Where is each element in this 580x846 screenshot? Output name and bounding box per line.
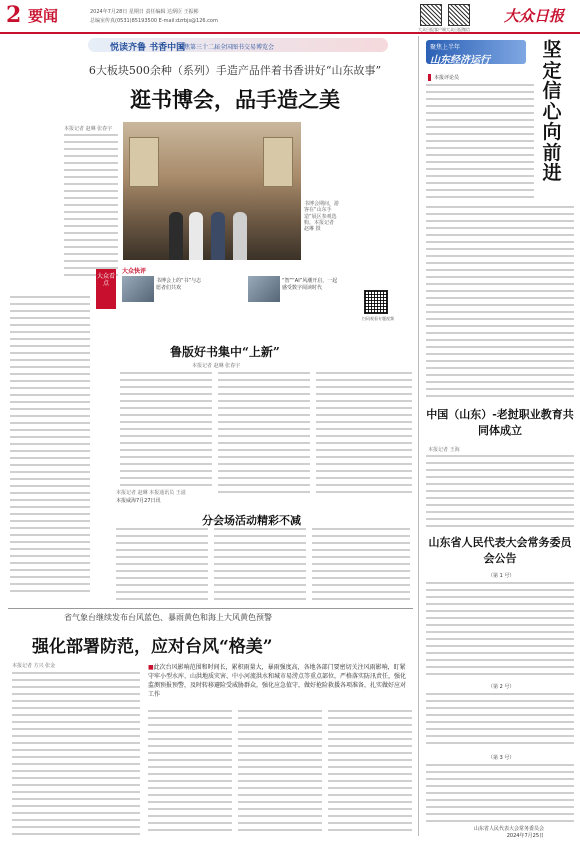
dadao-item[interactable]: “智”“AI”风潮开启，一起感受数字阅读时代 (282, 278, 338, 291)
wechat-qr-caption: 大众日报微信 (446, 27, 470, 32)
section-rule (8, 608, 413, 609)
dadao-item[interactable]: 书博会上的“书”与志愿者们共欢 (156, 278, 202, 291)
commentary-body-b (426, 206, 574, 402)
notice-number: （第 2 号） (488, 684, 515, 690)
app-qr-code[interactable] (420, 4, 442, 26)
commentary-body-a (426, 84, 534, 204)
photo-figure (169, 212, 183, 260)
banner-subtitle: 聚焦第三十二届全国图书交易博览会 (178, 44, 275, 51)
lead-marker: ■ (148, 664, 154, 671)
second-body-col1 (120, 372, 212, 490)
section-title: 要闻 (28, 7, 59, 25)
commentary-headline[interactable]: 坚定信心向前进 (542, 39, 562, 185)
lead-byline: 本报记者 赵琳 张春宇 (64, 126, 113, 132)
notice-date: 2024年7月25日 (506, 832, 545, 839)
economy-banner[interactable] (426, 40, 526, 64)
notice-body-1 (426, 582, 574, 678)
typhoon-kicker: 省气象台继续发布台风蓝色、暴雨黄色和海上大风黄色预警 (64, 613, 272, 622)
video-qr-caption: 扫码观看专题视频 (362, 316, 394, 321)
lead-headline[interactable]: 逛书博会，品手造之美 (130, 87, 340, 112)
typhoon-byline: 本报记者 方兴 张金 (12, 663, 56, 669)
notice-headline[interactable]: 山东省人民代表大会常务委员会公告 (428, 536, 572, 565)
third-headline[interactable]: 分会场活动精彩不减 (202, 514, 301, 527)
laos-byline: 本报记者 王海 (428, 447, 460, 453)
notice-body-3 (426, 764, 574, 822)
page-number: 2 (6, 2, 22, 28)
second-body-col2 (218, 372, 310, 502)
lead-photo[interactable] (123, 122, 301, 260)
newspaper-logo: 大众日报 (503, 7, 564, 25)
column-divider (418, 36, 419, 836)
banner-title: 悦读齐鲁 书香中国 (110, 43, 186, 53)
third-body-col1 (116, 528, 208, 604)
photo-shelf (129, 137, 159, 187)
third-byline: 本报记者 赵琳 本报通讯员 王滋 (116, 490, 186, 496)
notice-body-2 (426, 693, 574, 747)
typhoon-body-col4 (328, 710, 412, 840)
video-qr-code[interactable] (364, 290, 388, 314)
laos-body (426, 455, 574, 531)
typhoon-body-col2 (148, 710, 232, 840)
economy-banner-title: 山东经济运行 (430, 55, 490, 66)
notice-footer (474, 826, 544, 839)
contact-meta: 总编室传真(0531)85193500 E-mail:dzrbjs@126.com (90, 18, 218, 24)
third-body-col3 (312, 528, 410, 604)
typhoon-headline[interactable]: 强化部署防范，应对台风“格美” (32, 637, 273, 657)
typhoon-lead (148, 663, 410, 699)
notice-issuer: 山东省人民代表大会常务委员会 (474, 826, 545, 832)
economy-banner-small: 聚焦上半年 (430, 44, 461, 51)
second-body-col3 (316, 372, 412, 502)
laos-headline[interactable]: 中国（山东）-老挝职业教育共同体成立 (426, 408, 574, 437)
notice-number: （第 1 号） (488, 573, 515, 579)
third-body-col2 (214, 528, 306, 604)
typhoon-lead-text: 此次台风影响范围和时间长，累积雨量大，暴雨强度高，各地各部门要密切关注风雨影响，盯紧守牢小型水库、山洪地质灾害、中小河流洪水和城市易涝点等重点部位，严格落实防汛责任，强化监测预报预警，及时转移避险受威胁群众，强化应急值守，做好抢险救援各项准备，扎实做好应对工作 (148, 664, 407, 698)
lead-body-col1 (64, 134, 118, 284)
issue-meta: 2024年7月28日 星期日 责任编辑 达炳臣 王振彬 (90, 9, 199, 15)
photo-caption: 书博会期间，游客在“山东手造”展区参观选购。本报记者 赵琳 摄 (304, 201, 340, 232)
lead-kicker: 6大板块500余种（系列）手造产品伴着书香讲好“山东故事” (88, 64, 382, 77)
typhoon-body-col1 (12, 672, 140, 840)
second-byline: 本报记者 赵琳 张春宇 (192, 363, 241, 369)
third-dateline: 本报威海7月27日讯 (116, 498, 161, 504)
wechat-qr-code[interactable] (448, 4, 470, 26)
photo-figure (189, 212, 203, 260)
photo-shelf (263, 137, 293, 187)
dadao-thumbnail[interactable] (248, 276, 280, 302)
photo-figure (233, 212, 247, 260)
dadao-thumbnail[interactable] (122, 276, 154, 302)
app-qr-caption: 大众日报客户端 (418, 27, 446, 32)
dadao-badge: 大众看点 (96, 269, 116, 309)
typhoon-body-col3 (238, 710, 322, 840)
dadao-title: 大众快评 (122, 268, 147, 275)
second-headline[interactable]: 鲁版好书集中“上新” (170, 345, 280, 359)
notice-number: （第 3 号） (488, 755, 515, 761)
photo-figure (211, 212, 225, 260)
masthead (0, 0, 580, 34)
commentary-author: 本报评论员 (428, 74, 459, 81)
lead-body-col0 (10, 296, 90, 596)
